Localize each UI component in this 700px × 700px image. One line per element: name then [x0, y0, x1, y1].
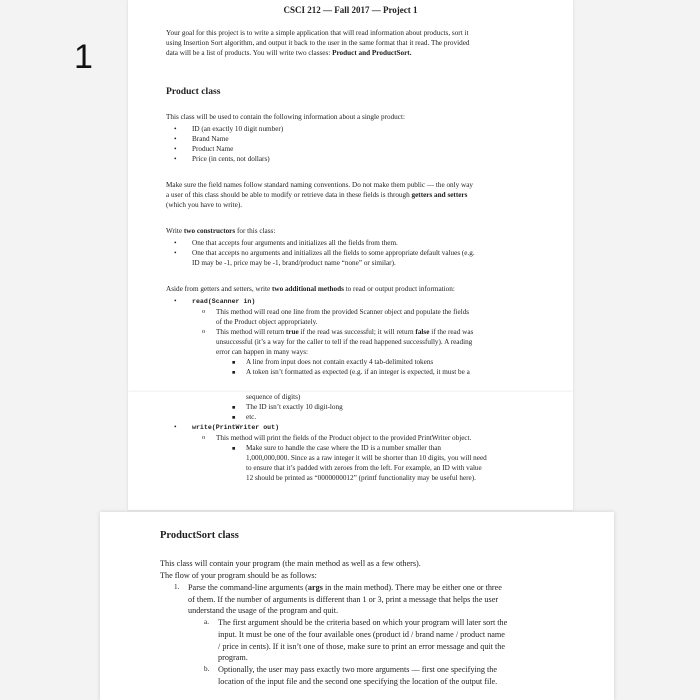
list-item: • Brand Name	[174, 135, 229, 143]
step-1-cont: understand the usage of the program and quit.	[188, 606, 339, 616]
naming-line-3: (which you have to write).	[166, 201, 243, 209]
list-item: • ID (an exactly 10 digit number)	[174, 125, 284, 133]
document-title: CSCI 212 — Fall 2017 — Project 1	[283, 5, 418, 15]
write-note-cont: 1,000,000,000. Since as a raw integer it will be shorter than 10 digits, you will need	[246, 454, 487, 462]
read-method-block	[174, 296, 565, 377]
intro-line-3: data will be a list of products. You will write two classes: Product and ProductSort.	[166, 49, 412, 57]
write-method-signature: • write(PrintWriter out)	[174, 423, 280, 431]
read-error-item: ■ The ID isn’t exactly 10 digit-long	[232, 403, 343, 411]
step-1a-cont: program.	[218, 653, 248, 663]
list-item: • Price (in cents, not dollars)	[174, 155, 270, 163]
product-class-heading: Product class	[166, 86, 221, 97]
step-1: 1. Parse the command-line arguments (args in the main method). There may be either one or three	[174, 583, 502, 592]
intro-line-1: Your goal for this project is to write a simple application that will read information about products, sort it	[166, 29, 469, 37]
page-number: 1	[74, 38, 93, 76]
write-note-cont: 12 should be printed as “0000000012” (printf functionality may be useful here).	[246, 474, 476, 482]
list-item: • Product Name	[174, 145, 234, 153]
naming-line-2: a user of this class should be able to modify or retrieve data in these fields is through getters and setters	[166, 191, 468, 199]
read-error-item: ■ A token isn’t formatted as expected (e.g. if an integer is expected, it must be a	[232, 368, 470, 376]
productsort-lead: This class will contain your program (the main method as well as a few others).	[160, 559, 421, 568]
read-desc-2: o This method will return true if the read was successful; it will return false if the read was	[202, 328, 474, 336]
document-page-3	[100, 512, 614, 700]
step-1-cont: of them. If the number of arguments is different than 1 or 3, print a message that helps the user	[188, 594, 499, 604]
intro-line-2: using Insertion Sort algorithm, and output it back to the user in the same format that it read. The provided	[166, 39, 470, 47]
read-error-item-cont: sequence of digits)	[246, 393, 301, 401]
step-1b-cont: location of the input file and the second one specifying the location of the output file.	[218, 676, 498, 686]
write-note-cont: to ensure that it’s padded with zeroes from the left. For example, an ID with value	[246, 464, 482, 472]
read-error-item: ■ A line from input does not contain exactly 4 tab-delimited tokens	[232, 358, 434, 366]
productsort-intro	[160, 558, 605, 581]
methods-lead: Aside from getters and setters, write two additional methods to read or output product information:	[166, 285, 455, 293]
naming-paragraph	[166, 180, 566, 210]
list-item: • One that accepts four arguments and initializes all the fields from them.	[174, 239, 398, 247]
intro-paragraph	[166, 28, 566, 58]
read-desc-1-cont: of the Product object appropriately.	[216, 318, 318, 326]
list-item: • One that accepts no arguments and initializes all the fields to some appropriate default values (e.g.	[174, 249, 475, 257]
document-page-1	[128, 0, 573, 392]
naming-line-1: Make sure the field names follow standard naming conventions. Do not make them public — the only way	[166, 181, 473, 189]
write-note: ■ Make sure to handle the case where the ID is a number smaller than	[232, 444, 441, 452]
read-method-signature: • read(Scanner in)	[174, 297, 256, 305]
step-1a-cont: / price in cents). If it isn’t one of those, make sure to print an error message and quit the	[218, 641, 506, 651]
step-1a-cont: input. It must be one of the four available ones (product id / brand name / product name	[218, 629, 505, 639]
page2-content	[174, 392, 565, 483]
read-error-item: ■ etc.	[232, 413, 257, 421]
product-class-lead: This class will be used to contain the following information about a single product:	[166, 113, 405, 121]
flow-steps	[160, 582, 605, 687]
constructors-list	[174, 238, 565, 268]
list-item-continuation: ID may be -1, price may be -1, brand/product name “none” or similar).	[192, 259, 396, 267]
step-1b: b. Optionally, the user may pass exactly two more arguments — first one specifying the	[204, 664, 497, 674]
write-desc: o This method will print the fields of the Product object to the provided PrintWriter object.	[202, 434, 472, 442]
step-1a: a. The first argument should be the criteria based on which your program will later sort the	[204, 618, 508, 628]
read-desc-2-cont: unsuccessful (it’s a way for the caller to tell if the read happened successfully). A reading	[216, 338, 473, 346]
constructors-lead: Write two constructors for this class:	[166, 227, 276, 235]
product-fields-list	[174, 124, 284, 164]
productsort-flow: The flow of your program should be as follows:	[160, 570, 317, 580]
productsort-class-heading: ProductSort class	[160, 530, 239, 541]
read-desc-2-cont: error can happen in many ways:	[216, 348, 309, 356]
document-page-2	[128, 392, 573, 510]
read-desc-1: o This method will read one line from the provided Scanner object and populate the fields	[202, 308, 470, 316]
